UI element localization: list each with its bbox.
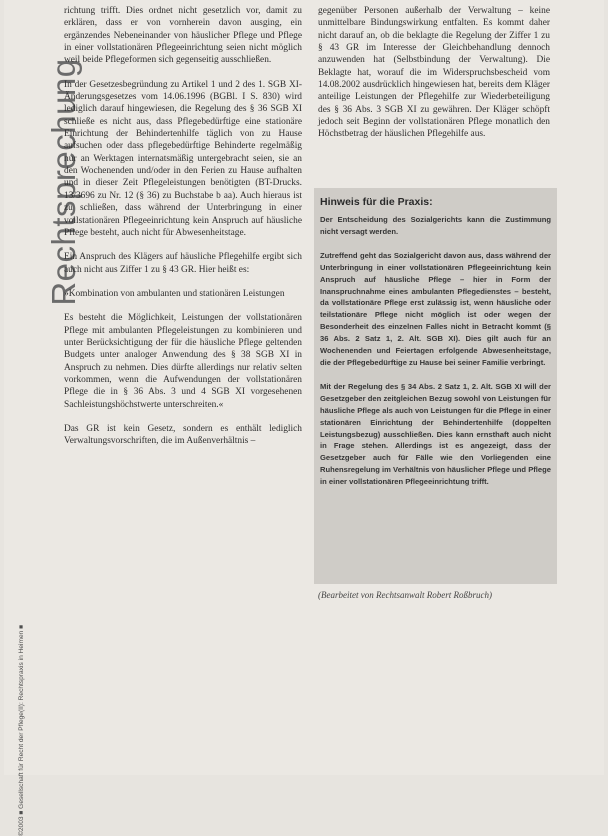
page-footer (18, 396, 30, 836)
practice-note-title: Hinweis für die Praxis: (320, 196, 433, 208)
document-page (4, 0, 604, 836)
practice-note-body (320, 214, 551, 488)
left-paragraph: Es besteht die Möglichkeit, Leistungen der vollstationären Pflege mit ambulanten Pflegeleistungen zu kombinieren und unter Berücksichtigung der für die häusliche Pflege geltenden Budgets unter analoger Anwendung des § 38 SGB XI in Anspruch zu nehmen. Dies dürfte allerdings nur relativ selten vorkommen, wenn die Aufwendungen der vollstationären Pflege die in § 36 Abs. 3 und 4 SGB XI vorgesehenen Sachleistungshöchstwerte unterschreiten.« (64, 313, 302, 410)
left-paragraph: Das GR ist kein Gesetz, sondern es enthält lediglich Verwaltungsvorschriften, die im Außenverhältnis – (64, 423, 302, 447)
left-paragraph: richtung trifft. Dies ordnet nicht gesetzlich vor, damit zu erklären, dass er von vornherein davon ausging, ein ergänzendes Nebeneinander von häuslicher Pflege und Pflege in einer vollstationären Pflegeeinrichtung seien nicht möglich weil beide Pflegeformen sich gegenseitig ausschließen. (64, 6, 302, 66)
practice-note-box (314, 188, 557, 584)
practice-note-paragraph: Der Entscheidung des Sozialgerichts kann die Zustimmung nicht versagt werden. (320, 215, 551, 236)
right-column (318, 5, 550, 153)
left-paragraph: Ein Anspruch des Klägers auf häusliche Pflegehilfe ergibt sich auch nicht aus Ziffer 1 zu § 43 GR. Hier heißt es: (64, 252, 302, 275)
left-paragraph: In der Gesetzesbegründung zu Artikel 1 und 2 des 1. SGB XI-Änderungsgesetzes vom 14.06.1996 (BGBl. I S. 830) wird lediglich darauf hingewiesen, die Regelung des § 36 SGB XI schließe es nicht aus, dass Pflegebedürftige eine stationäre Einrichtung der Behindertenhilfe täglich von zu Hause aufsuchen oder dass pflegebedürftige Behinderte regelmäßig nur an Werktagen internatsmäßig untergebracht seien, sie an den Wochenenden und/oder in den Ferien zu Hause aufhalten und in dieser Zeit Pflegeleistungen benötigten (BT-Drucks. 13/3696 zu Nr. 12 (§ 36) zu Buchstabe b aa). Auch hieraus ist zu schließen, dass während der Unterbringung in einer vollstationären Pflegeeinrichtung kein Anspruch auf häusliche Pflege besteht, auch nicht für Abwesenheitstage. (64, 79, 302, 238)
right-paragraph: gegenüber Personen außerhalb der Verwaltung – keine unmittelbare Bindungswirkung entfalten. Es kommt daher nicht darauf an, ob die beklagte die Regelung der Ziffer 1 zu § 43 GR im Interesse der Gleichbehandlung dennoch anzuwenden hat (Selbstbindung der Verwaltung). Die Beklagte hat, worauf die im Widerspruchsbescheid vom 14.08.2002 ausdrücklich hingewiesen hat, bereits dem Kläger anteilige Leistungen der Pflegehilfe zur Wiederbeteiligung des § 36 Abs. 3 SGB XI zu gewähren. Der Kläger schöpft jedoch seit Beginn der vollstationären Pflege monatlich den Höchstbetrag der häuslichen Pflegehilfe aus. (318, 6, 550, 140)
left-column (64, 5, 302, 460)
practice-note-paragraph: Zutreffend geht das Sozialgericht davon aus, dass während der Unterbringung in einer vollstationären Pflegeeinrichtung kein Anspruch auf häusliche Pflege – hier in Form der Inanspruchnahme eines ambulanten Pflegedienstes – besteht, da vollstationäre Pflege erst zulässig ist, wenn häusliche oder teilstationäre Pflege nicht möglich ist oder wegen der Besonderheit des einzelnen Falles nicht in Betracht kommt (§ 36 Abs. 2 Satz 1, 2. Alt. SGB XI). Dies gilt auch für an Wochenenden und Feiertagen erfolgende Abwesenheitstage, die der Pflegebedürftige zu Hause bei seiner Familie verbringt. (320, 250, 551, 367)
left-quote-heading: »Kombination von ambulanten und stationären Leistungen (64, 288, 285, 299)
author-note: (Bearbeitet von Rechtsanwalt Robert Roßbruch) (318, 590, 492, 600)
section-heading: Rechtsprechung (45, 58, 82, 306)
footer-year: ©2003 ■ (18, 810, 25, 836)
practice-note-paragraph: Mit der Regelung des § 34 Abs. 2 Satz 1, 2. Alt. SGB XI will der Gesetzgeber den zeitgleichen Bezug sowohl von Leistungen für häusliche Pflege als auch von Leistungen für die Pflege in einer stationären Einrichtung der Behindertenhilfe (doppelten Leistungsbezug) ausschließen. Dies kann ernsthaft auch nicht in Frage stehen. Allerdings ist es angezeigt, dass der Gesetzgeber auch für Fälle wie den Vorliegenden eine Ruhensregelung im Verhältnis von häuslicher Pflege und Pflege in einer vollstationären Pflegeeinrichtung trifft. (320, 381, 551, 487)
footer-publication: Gesellschaft für Recht der Pflege(II): Rechtspraxis in Heimen ■ (18, 624, 25, 809)
